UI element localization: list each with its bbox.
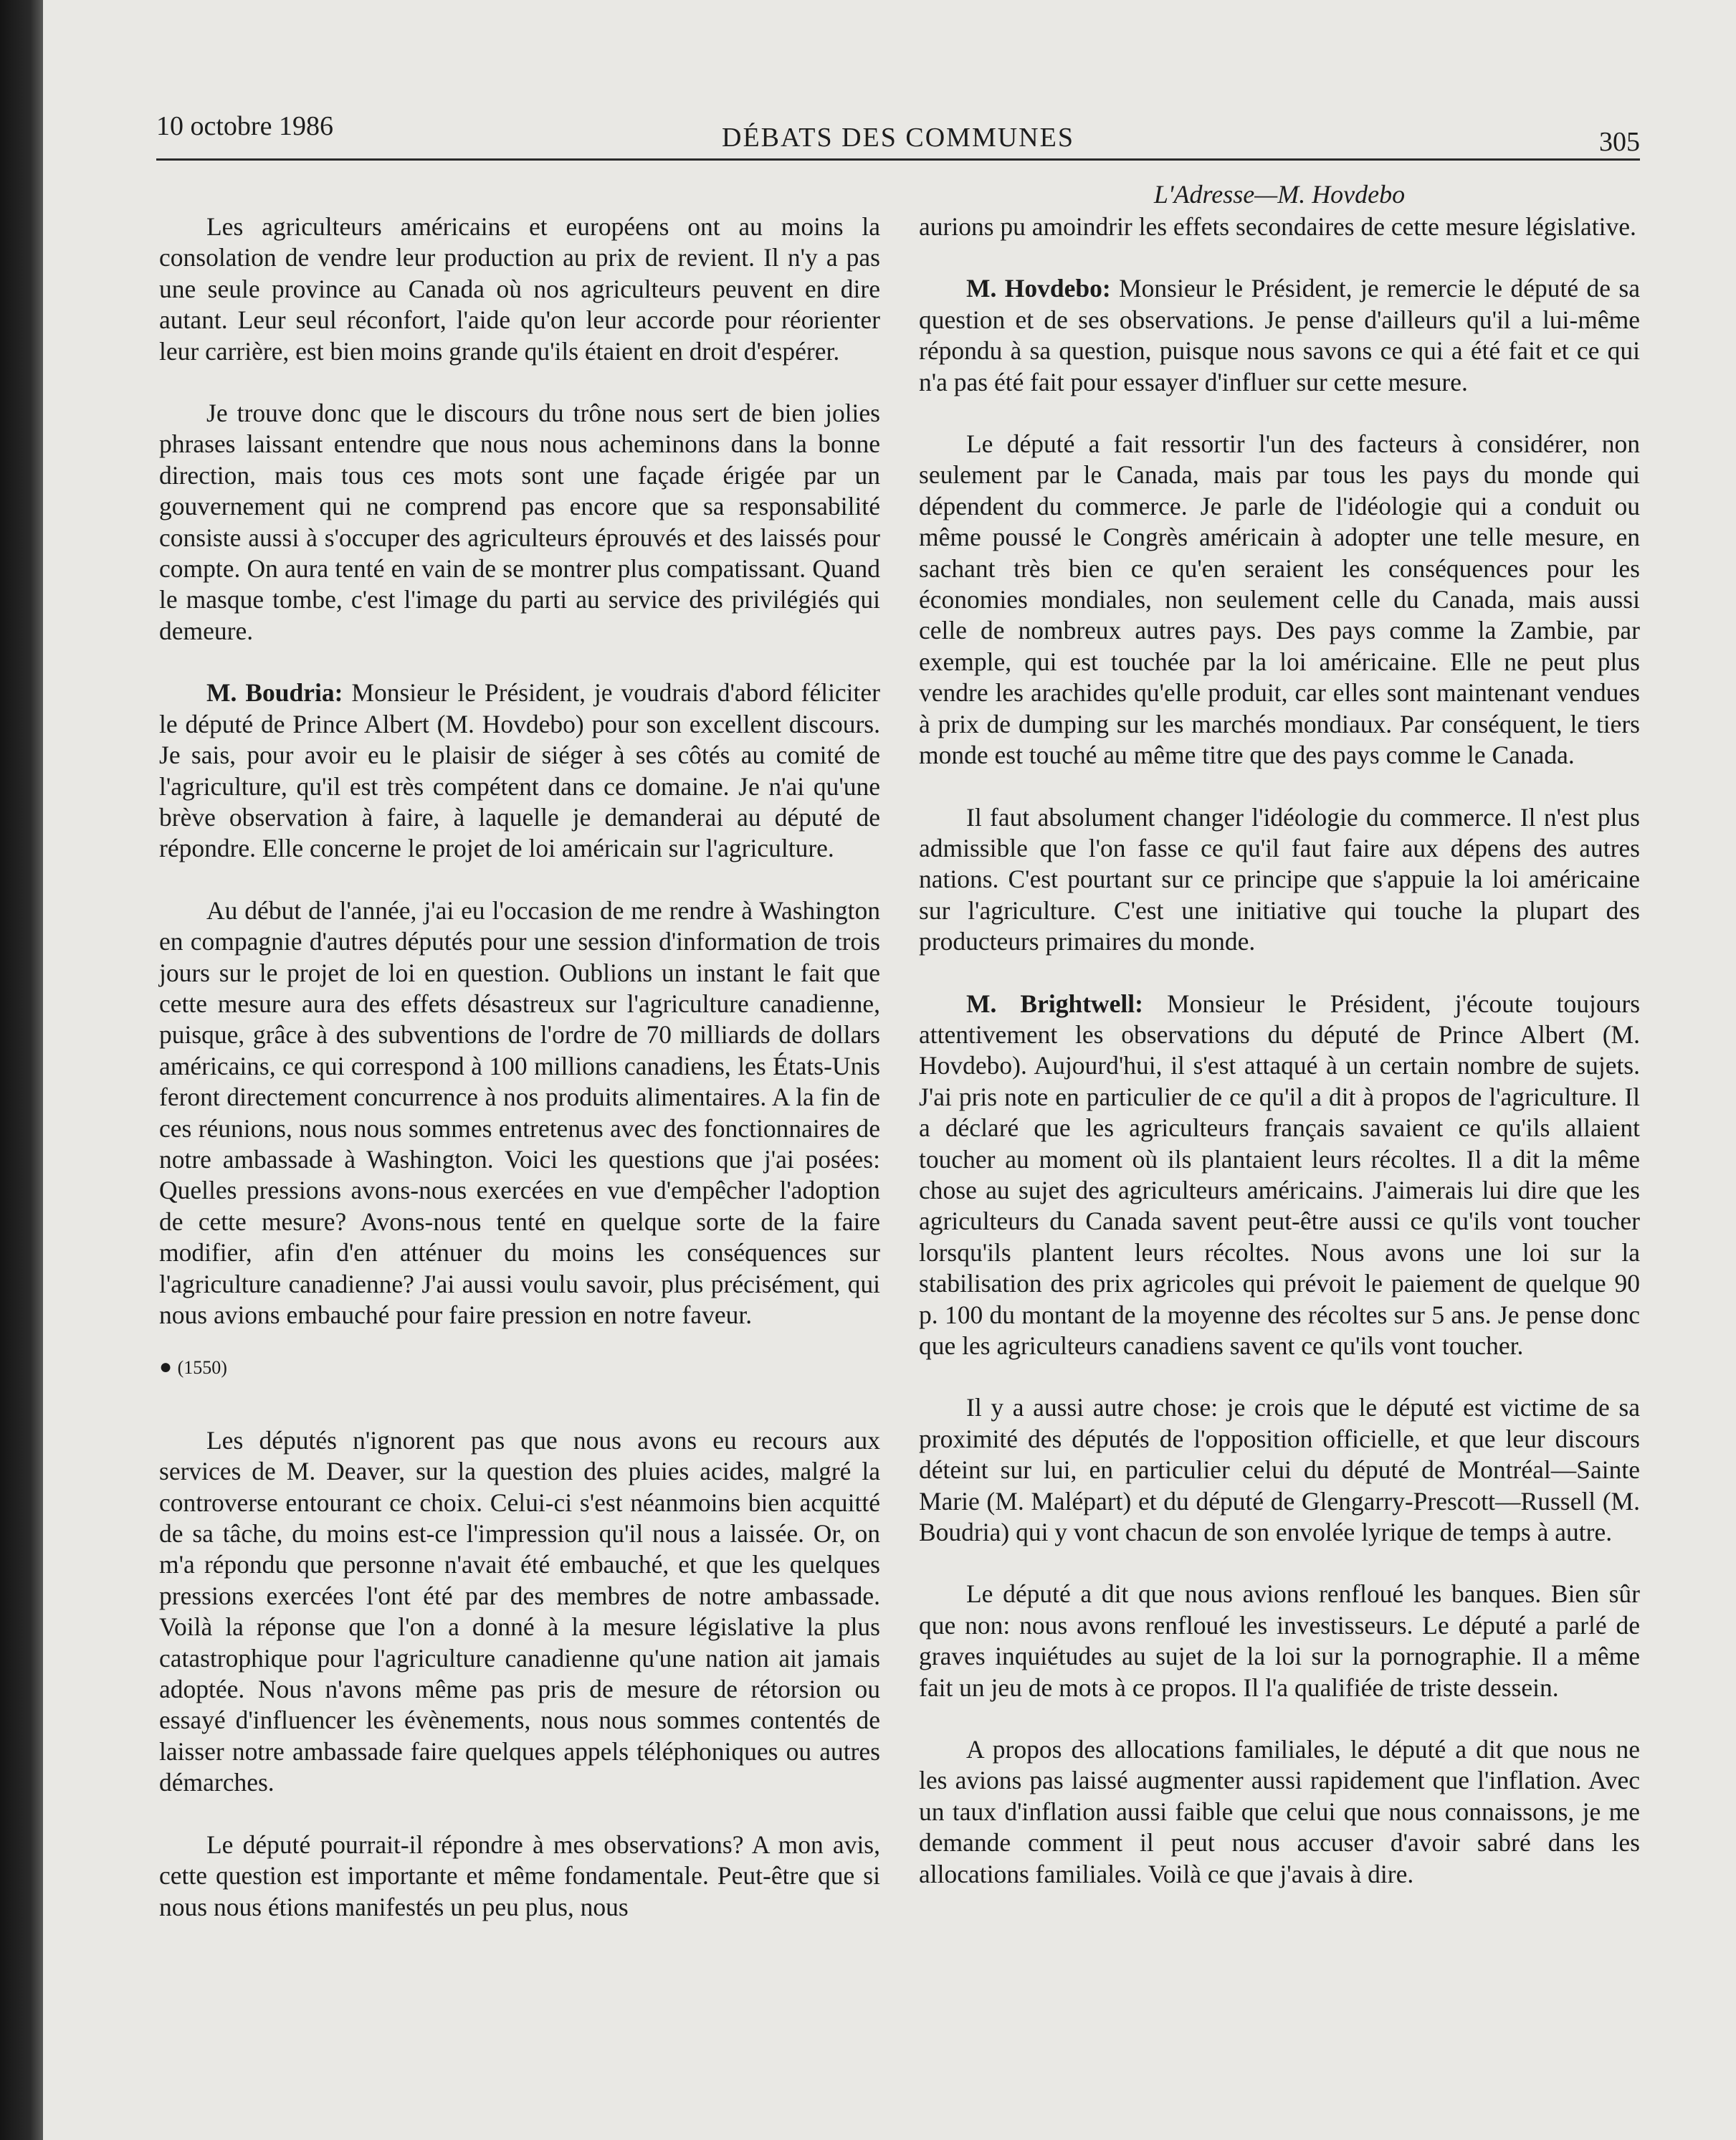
paragraph-text: Le député a dit que nous avions renfloué les banques. Bien sûr que non: nous avons renfloué les investisseurs. Le député a parlé de graves inquiétudes au sujet de la loi sur la pornographie. Il a même fait un jeu de mots à ce propos. Il l'a qualifiée de triste dessein.: [919, 1579, 1640, 1702]
paragraph: [919, 802, 1640, 958]
paragraph-text: A propos des allocations familiales, le député a dit que nous ne les avions pas laissé augmenter aussi rapidement que l'inflation. Avec un taux d'inflation aussi faible que celui que nous connaissons, je me demande comment il peut nous accuser d'avoir sabré dans les allocations familiales. Voilà ce que j'avais à dire.: [919, 1735, 1640, 1888]
paragraph-text: Monsieur le Président, j'écoute toujours attentivement les observations du député de Prince Albert (M. Hovdebo). Aujourd'hui, il s'est attaqué à un certain nombre de sujets. J'ai pris note en particulier de ce qu'il a dit à propos de l'agriculture. Il a déclaré que les agriculteurs français savaient ce qu'ils allaient toucher au moment où ils plantaient leurs récoltes. Il a dit la même chose au sujet des agriculteurs américains. J'aimerais lui dire que les agriculteurs du Canada savent peut-être aussi ce qu'ils vont toucher lorsqu'ils plantent leurs récoltes. Nous avons une loi sur la stabilisation des prix agricoles qui prévoit le paiement de quelque 90 p. 100 du montant de la moyenne des récoltes sur 5 ans. Je pense donc que les agriculteurs canadiens savent ce qu'ils vont toucher.: [919, 989, 1641, 1360]
paragraph: [919, 211, 1640, 242]
column-title: L'Adresse—M. Hovdebo: [1153, 180, 1406, 209]
paragraph-text: Monsieur le Président, je voudrais d'abord féliciter le député de Prince Albert (M. Hovdebo) pour son excellent discours. Je sais, pour avoir eu le plaisir de siéger à ses côtés au comité de l'agriculture, qu'il est très compétent dans ce domaine. Je n'ai qu'une brève observation à faire, à laquelle je demanderai au député de répondre. Elle concerne le projet de loi américain sur l'agriculture.: [159, 678, 880, 863]
paragraph: [919, 989, 1640, 1362]
paragraph-text: Monsieur le Président, je remercie le député de sa question et de ses observations. Je pense d'ailleurs qu'il a lui-même répondu à sa question, puisque nous savons ce qui a été fait et ce qui n'a pas été fait pour essayer d'influer sur cette mesure.: [919, 274, 1640, 396]
paragraph: [159, 1830, 880, 1923]
paragraph-text: Au début de l'année, j'ai eu l'occasion de me rendre à Washington en compagnie d'autres députés pour une session d'information de trois jours sur le projet de loi en question. Oublions un instant le fait que cette mesure aura des effets désastreux sur l'agriculture canadienne, puisque, grâce à des subventions de l'ordre de 70 milliards de dollars américains, ce qui correspond à 100 millions canadiens, les États-Unis feront directement concurrence à nos produits alimentaires. A la fin de ces réunions, nous nous sommes entretenus avec des fonctionnaires de notre ambassade à Washington. Voici les questions que j'ai posées: Quelles pressions avons-nous exercées en vue d'empêcher l'adoption de cette mesure? Avons-nous tenté en quelque sorte de la faire modifier, afin d'en atténuer du moins les conséquences sur l'agriculture canadienne? J'ai aussi voulu savoir, plus précisément, qui nous avions embauché pour faire pression en notre faveur.: [159, 895, 880, 1329]
running-head: [156, 106, 1640, 156]
right-column: [919, 211, 1640, 1921]
header-title: DÉBATS DES COMMUNES: [722, 123, 1074, 153]
paragraph-text: Je trouve donc que le discours du trône nous sert de bien jolies phrases laissant entendre que nous nous acheminons dans la bonne direction, mais tous ces mots sont une façade érigée par un gouvernement qui ne comprend pas encore que sa responsabilité consiste aussi à s'occuper des agriculteurs éprouvés et des laissés pour compte. On aura tenté en vain de se montrer plus compatissant. Quand le masque tombe, c'est l'image du parti au service des privilégiés qui demeure.: [159, 399, 880, 645]
paragraph-text: Les agriculteurs américains et européens ont au moins la consolation de vendre leur production au prix de revient. Il n'y a pas une seule province au Canada où nos agriculteurs peuvent en dire autant. Leur seul réconfort, l'aide qu'on leur accorde pour réorienter leur carrière, est bien moins grande qu'ils étaient en droit d'espérer.: [159, 212, 880, 366]
paragraph-text: Il y a aussi autre chose: je crois que le député est victime de sa proximité des députés de l'opposition officielle, et que leur discours déteint sur lui, en particulier celui du député de Montréal—Sainte Marie (M. Malépart) et du député de Glengarry-Prescott—Russell (M. Boudria) qui y vont chacun de son envolée lyrique de temps à autre.: [919, 1393, 1640, 1547]
paragraph-text: Le député a fait ressortir l'un des facteurs à considérer, non seulement par le Canada, mais par tous les pays du monde qui dépendent du commerce. Je parle de l'idéologie qui a conduit ou même poussé le Congrès américain à adopter une telle mesure, en sachant très bien ce qu'en seraient les conséquences pour les économies mondiales, non seulement celle du Canada, mais aussi celle de nombreux autres pays. Des pays comme la Zambie, par exemple, qui est touchée par la loi américaine. Elle ne peut plus vendre les arachides qu'elle produit, car elles sont maintenant vendues à prix de dumping sur les marchés mondiaux. Par conséquent, le tiers monde est touché au même titre que des pays comme le Canada.: [919, 429, 1640, 770]
paragraph: [919, 1734, 1640, 1890]
paragraph: [919, 273, 1640, 398]
paragraph: [159, 895, 880, 1331]
left-column: [159, 211, 880, 1954]
paragraph: [159, 1425, 880, 1799]
time-marker: [159, 1351, 880, 1383]
paragraph: [919, 1579, 1640, 1703]
page-number: 305: [1599, 127, 1640, 157]
paragraph-text: Les députés n'ignorent pas que nous avons eu recours aux services de M. Deaver, sur la question des pluies acides, malgré la controverse entourant ce choix. Celui-ci s'est néanmoins bien acquitté de sa tâche, du moins est-ce l'impression qu'il nous a laissée. Or, on m'a répondu que personne n'avait été embauché, et que les quelques pressions exercées l'ont été par des membres de notre ambassade. Voilà la réponse que l'on a donné à la mesure législative la plus catastrophique pour l'agriculture canadienne qu'une nation ait jamais adoptée. Nous n'avons même pas pris de mesure de rétorsion ou essayé d'influencer les évènements, nous nous sommes contentés de laisser notre ambassade faire quelques appels téléphoniques ou autres démarches.: [159, 1425, 880, 1797]
speaker-name: M. Brightwell:: [966, 989, 1143, 1018]
bullet-icon: ●: [159, 1355, 178, 1379]
paragraph-text: Il faut absolument changer l'idéologie du commerce. Il n'est plus admissible que l'on fasse ce qu'il faut faire aux dépens des autres nations. C'est pourtant sur ce principe que s'appuie la loi américaine sur l'agriculture. C'est une initiative qui touche la plupart des producteurs primaires du monde.: [919, 802, 1640, 956]
paragraph-text: aurions pu amoindrir les effets secondaires de cette mesure législative.: [919, 212, 1636, 241]
speaker-name: M. Boudria:: [206, 678, 343, 708]
paragraph: [159, 677, 880, 864]
paragraph: [159, 398, 880, 647]
time-marker-text: (1550): [177, 1357, 227, 1379]
book-gutter: [0, 0, 43, 2140]
paragraph: [919, 1392, 1640, 1548]
paragraph: [919, 429, 1640, 771]
header-date: 10 octobre 1986: [156, 111, 333, 141]
speaker-name: M. Hovdebo:: [966, 274, 1111, 303]
paragraph: [159, 211, 880, 367]
header-rule: [156, 158, 1640, 161]
paragraph-text: Le député pourrait-il répondre à mes observations? A mon avis, cette question est importante et même fondamentale. Peut-être que si nous nous étions manifestés un peu plus, nous: [159, 1830, 880, 1921]
